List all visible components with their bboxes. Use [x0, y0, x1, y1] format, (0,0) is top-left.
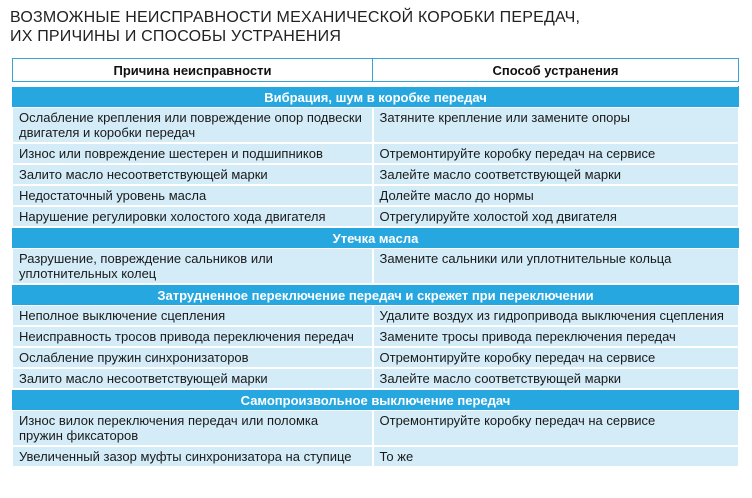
table-row [13, 368, 739, 389]
table-row [13, 206, 739, 227]
cause-cell: Неполное выключение сцепления [13, 306, 373, 327]
section-header-vibration [13, 87, 739, 108]
cause-cell: Нарушение регулировки холостого хода двигателя [13, 206, 373, 227]
cause-cell: Недостаточный уровень масла [13, 185, 373, 206]
title-line-2: ИХ ПРИЧИНЫ И СПОСОБЫ УСТРАНЕНИЯ [10, 28, 342, 45]
cause-cell: Неисправность тросов привода переключения передач [13, 326, 373, 347]
remedy-cell: То же [373, 446, 739, 467]
remedy-cell: Замените тросы привода переключения передач [373, 326, 739, 347]
section-title: Самопроизвольное выключение передач [13, 389, 739, 411]
section-header-spontaneous-disengagement [13, 389, 739, 411]
remedy-cell: Отремонтируйте коробку передач на сервисе [373, 411, 739, 447]
table-row [13, 446, 739, 467]
table-row [13, 249, 739, 285]
table-row [13, 185, 739, 206]
remedy-cell: Затяните крепление или замените опоры [373, 108, 739, 144]
remedy-cell: Отремонтируйте коробку передач на сервисе [373, 143, 739, 164]
cause-cell: Ослабление пружин синхронизаторов [13, 347, 373, 368]
section-header-oil-leak [13, 227, 739, 249]
table-header-row [13, 59, 739, 82]
remedy-cell: Отремонтируйте коробку передач на сервисе [373, 347, 739, 368]
remedy-cell: Отрегулируйте холостой ход двигателя [373, 206, 739, 227]
remedy-cell: Замените сальники или уплотнительные кольца [373, 249, 739, 285]
cause-cell: Износ вилок переключения передач или поломка пружин фиксаторов [13, 411, 373, 447]
cause-cell: Ослабление крепления или повреждение опор подвески двигателя и коробки передач [13, 108, 373, 144]
table-row [13, 108, 739, 144]
section-title: Вибрация, шум в коробке передач [13, 87, 739, 108]
section-title: Затрудненное переключение передач и скрежет при переключении [13, 284, 739, 306]
page-title [10, 8, 580, 46]
remedy-cell: Долейте масло до нормы [373, 185, 739, 206]
table-row [13, 326, 739, 347]
header-remedy: Способ устранения [373, 59, 739, 82]
table-row [13, 347, 739, 368]
remedy-cell: Удалите воздух из гидропривода выключения сцепления [373, 306, 739, 327]
table-row [13, 306, 739, 327]
header-cause: Причина неисправности [13, 59, 373, 82]
cause-cell: Увеличенный зазор муфты синхронизатора на ступице [13, 446, 373, 467]
faults-table [12, 58, 739, 468]
table-row [13, 411, 739, 447]
cause-cell: Залито масло несоответствующей марки [13, 368, 373, 389]
table-row [13, 164, 739, 185]
section-header-difficult-shifting [13, 284, 739, 306]
section-title: Утечка масла [13, 227, 739, 249]
remedy-cell: Залейте масло соответствующей марки [373, 368, 739, 389]
table-row [13, 143, 739, 164]
title-line-1: ВОЗМОЖНЫЕ НЕИСПРАВНОСТИ МЕХАНИЧЕСКОЙ КОРОБКИ ПЕРЕДАЧ, [10, 9, 581, 26]
cause-cell: Износ или повреждение шестерен и подшипников [13, 143, 373, 164]
cause-cell: Разрушение, повреждение сальников или уплотнительных колец [13, 249, 373, 285]
remedy-cell: Залейте масло соответствующей марки [373, 164, 739, 185]
cause-cell: Залито масло несоответствующей марки [13, 164, 373, 185]
